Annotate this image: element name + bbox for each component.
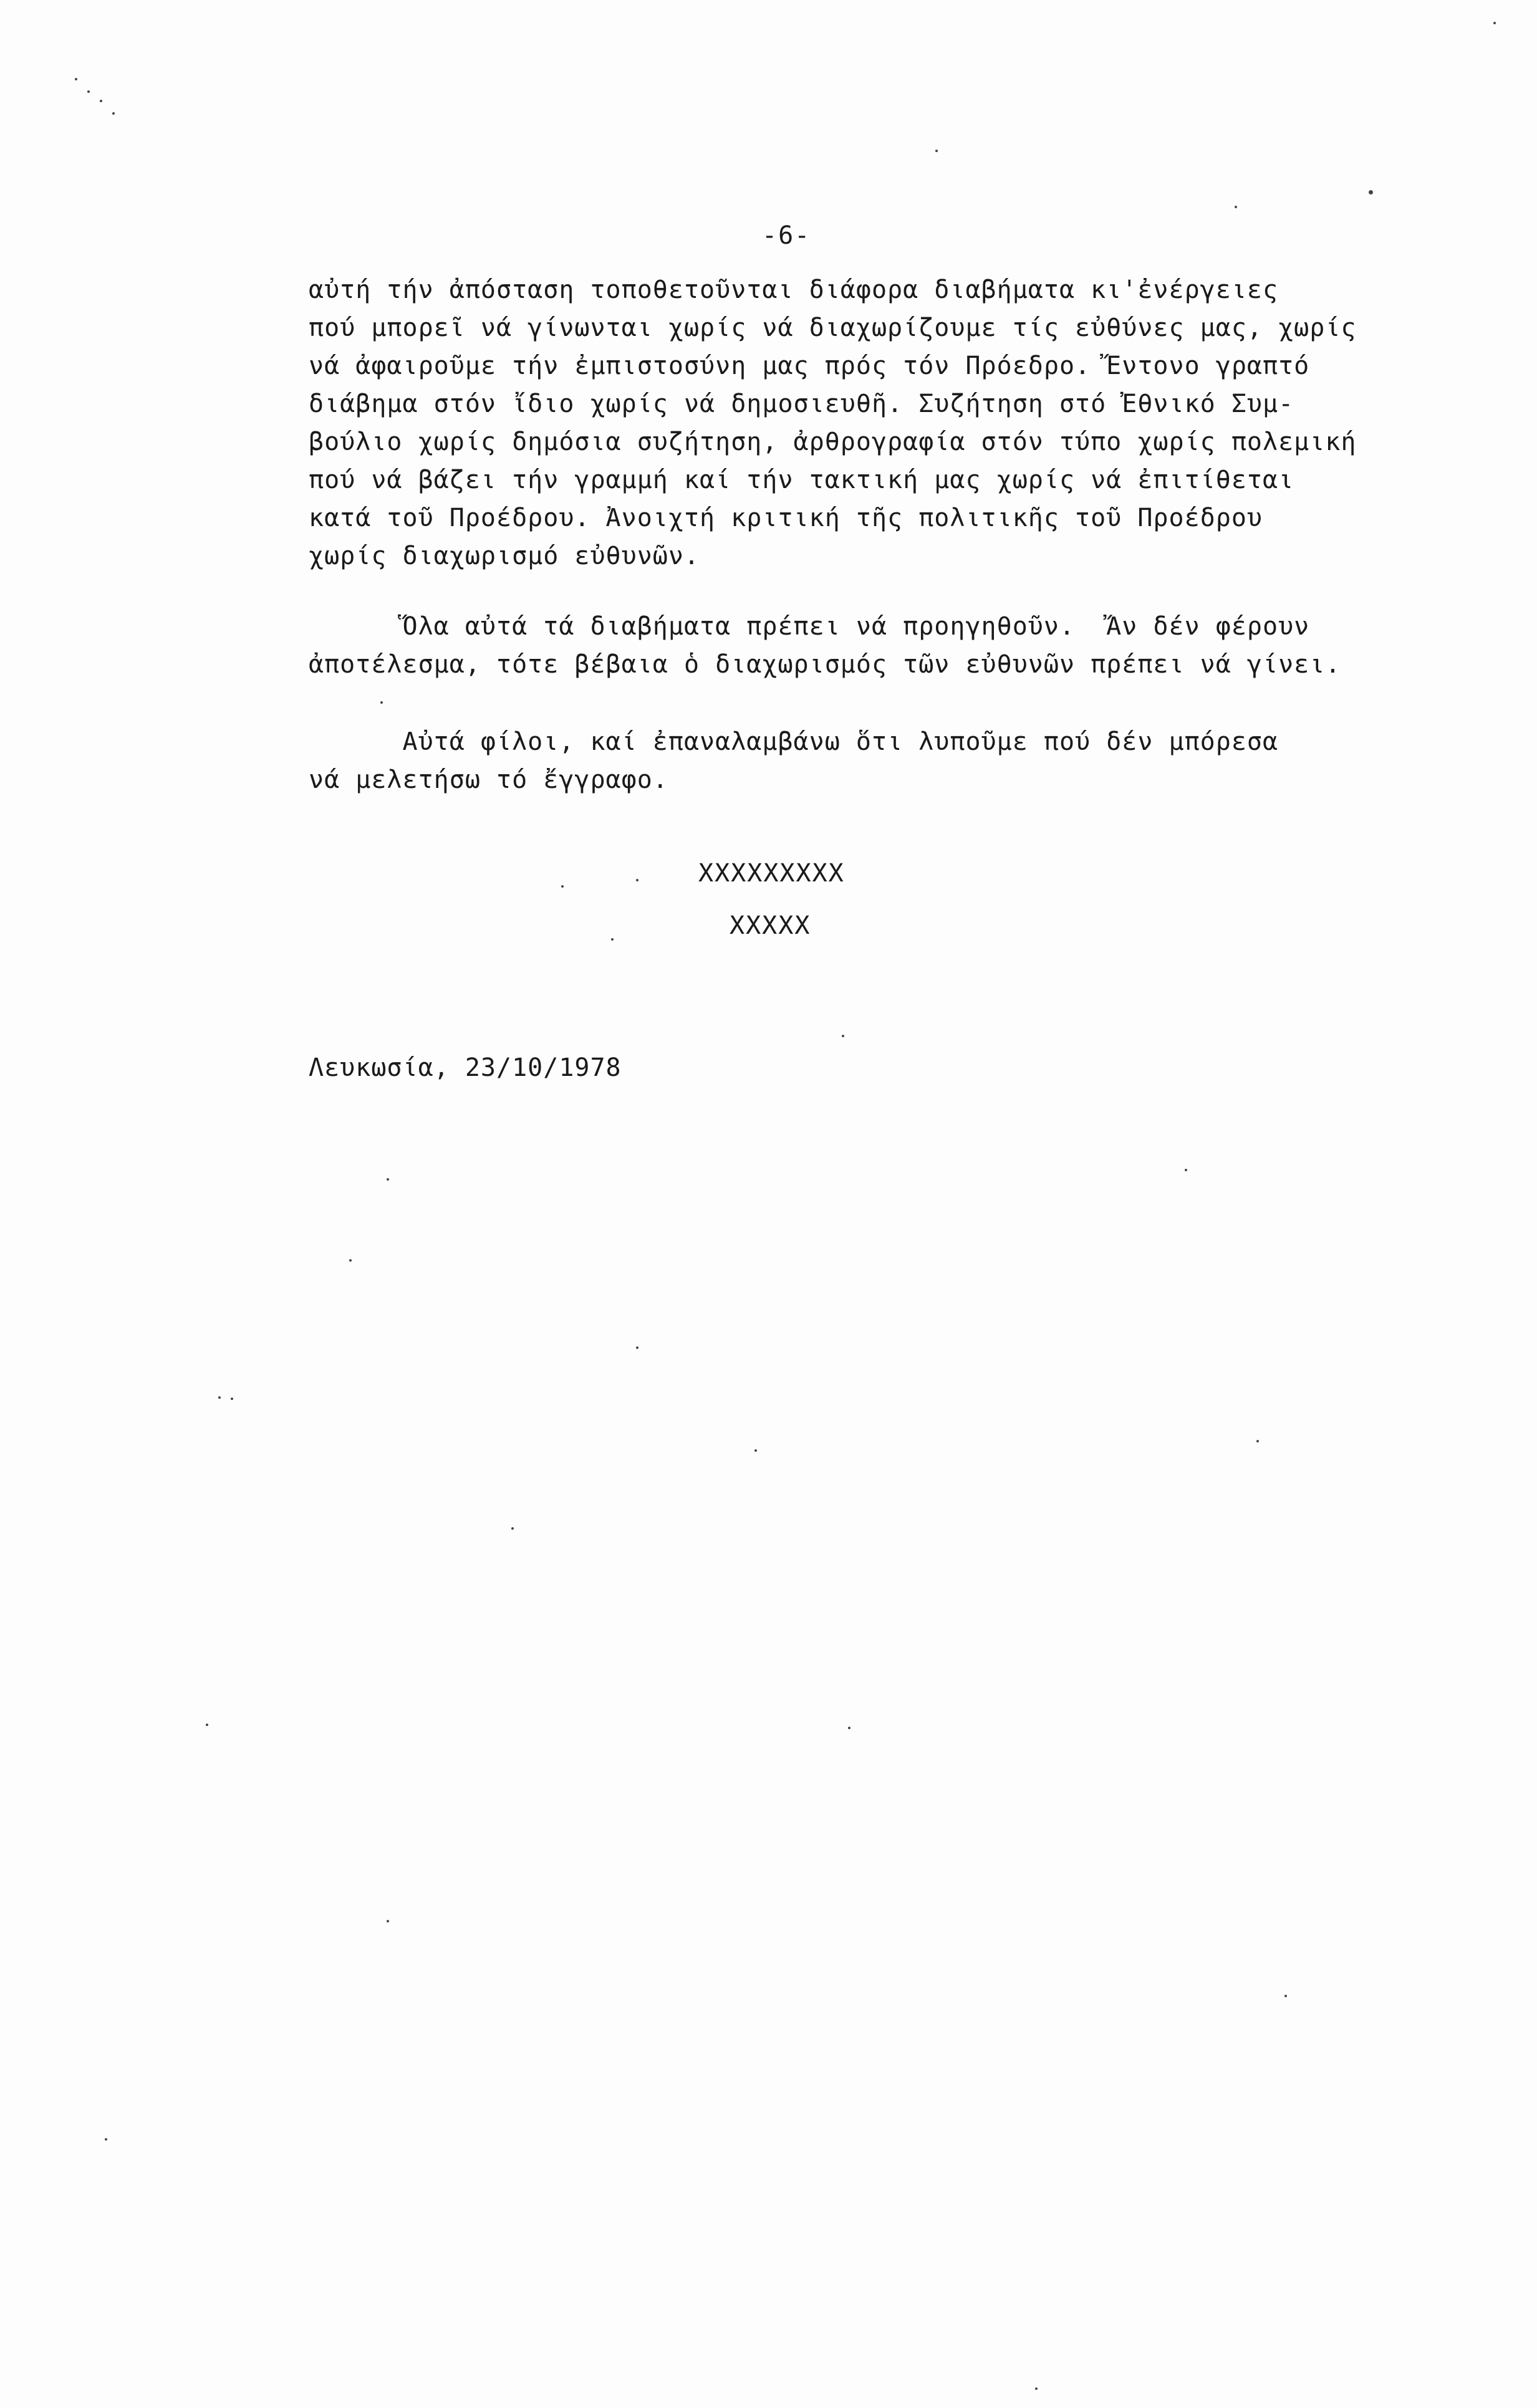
page-number: -6- bbox=[762, 221, 811, 250]
scan-speck bbox=[349, 1259, 352, 1262]
scan-speck bbox=[935, 150, 938, 152]
scan-speck bbox=[218, 1396, 221, 1399]
scan-speck bbox=[105, 2138, 107, 2141]
signature-line-2: XXXXX bbox=[730, 911, 811, 940]
paragraph-line: νά ἀφαιροῦμε τήν ἐμπιστοσύνη μας πρός τόν Πρόεδρο. Ἔντονο γραπτό bbox=[309, 352, 1310, 380]
paragraph-line: κατά τοῦ Προέδρου. Ἀνοιχτή κριτική τῆς πολιτικῆς τοῦ Προέδρου bbox=[309, 504, 1263, 532]
paragraph-line: Αὐτά φίλοι, καί ἐπαναλαμβάνω ὅτι λυποῦμε πού δέν μπόρεσα bbox=[309, 727, 1279, 756]
scan-speck bbox=[387, 1920, 389, 1922]
scan-speck bbox=[112, 112, 115, 115]
paragraph-3 bbox=[309, 723, 1381, 799]
scan-speck bbox=[75, 78, 77, 80]
paragraph-line: Ὅλα αὐτά τά διαβήματα πρέπει νά προηγηθοῦν. Ἄν δέν φέρουν bbox=[309, 612, 1310, 641]
paragraph-line: χωρίς διαχωρισμό εὐθυνῶν. bbox=[309, 542, 700, 570]
scan-speck bbox=[1369, 190, 1373, 194]
scan-speck bbox=[87, 90, 90, 93]
scan-speck bbox=[387, 1178, 389, 1181]
scan-speck bbox=[1235, 206, 1237, 208]
paragraph-1 bbox=[309, 271, 1381, 575]
scan-speck bbox=[100, 100, 102, 102]
scan-speck bbox=[842, 1035, 844, 1037]
paragraph-line: βούλιο χωρίς δημόσια συζήτηση, ἀρθρογραφία στόν τύπο χωρίς πολεμική bbox=[309, 428, 1357, 456]
paragraph-line: πού νά βάζει τήν γραμμή καί τήν τακτική μας χωρίς νά ἐπιτίθεται bbox=[309, 466, 1294, 494]
scan-speck bbox=[1493, 22, 1496, 24]
scan-speck bbox=[611, 938, 614, 941]
paragraph-2 bbox=[309, 608, 1381, 684]
paragraph-line: νά μελετήσω τό ἔγγραφο. bbox=[309, 765, 668, 794]
paragraph-line: πού μπορεῖ νά γίνωνται χωρίς νά διαχωρίζουμε τίς εὐθύνες μας, χωρίς bbox=[309, 314, 1357, 342]
scan-speck bbox=[511, 1527, 514, 1530]
scan-speck bbox=[206, 1724, 208, 1726]
signature-line-1: XXXXXXXXX bbox=[698, 859, 845, 888]
scan-speck bbox=[231, 1398, 233, 1400]
paragraph-line: αὐτή τήν ἀπόσταση τοποθετοῦνται διάφορα διαβήματα κι'ἐνέργειες bbox=[309, 276, 1279, 304]
scan-speck bbox=[1284, 1995, 1287, 1997]
paragraph-line: διάβημα στόν ἴδιο χωρίς νά δημοσιευθῆ. Συζήτηση στό Ἐθνικό Συμ- bbox=[309, 390, 1294, 418]
scan-speck bbox=[1035, 2387, 1038, 2390]
scan-speck bbox=[636, 879, 638, 881]
scan-speck bbox=[848, 1727, 850, 1729]
place-date: Λευκωσία, 23/10/1978 bbox=[309, 1053, 622, 1082]
scan-speck bbox=[1256, 1440, 1259, 1442]
scan-speck bbox=[1185, 1169, 1187, 1171]
scan-speck bbox=[754, 1449, 757, 1452]
scan-speck bbox=[561, 885, 564, 888]
scan-speck bbox=[636, 1346, 638, 1349]
scan-speck bbox=[380, 701, 383, 704]
paragraph-line: ἀποτέλεσμα, τότε βέβαια ὁ διαχωρισμός τῶν εὐθυνῶν πρέπει νά γίνει. bbox=[309, 650, 1341, 679]
